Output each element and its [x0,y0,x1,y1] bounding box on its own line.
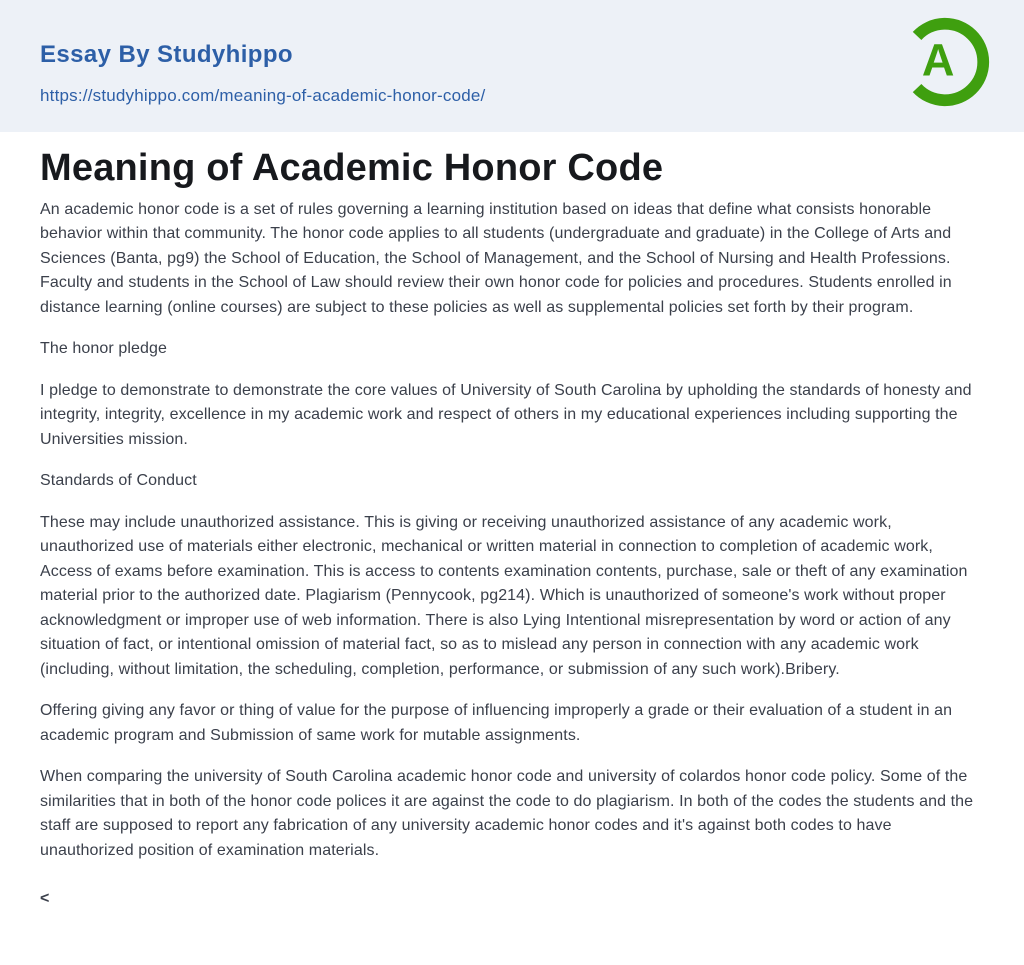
site-title: Essay By Studyhippo [40,41,293,68]
essay-paragraph-comparison: When comparing the university of South Carolina academic honor code and university of colardos honor code policy. Some of the similarities that in both of the honor code polices it are against the code to do plagiarism. In both of the codes the students and the staff are supposed to report any fabrication of any university academic honor codes and it's against both codes to have unauthorized position of examination materials. [40,768,974,859]
essay-paragraph-intro: An academic honor code is a set of rules governing a learning institution based on ideas that define what consists honorable behavior within that community. The honor code applies to all students (undergraduate and graduate) in the College of Arts and Sciences (Banta, pg9) the School of Education, the School of Management, and the School of Nursing and Health Professions. Faculty and students in the School of Law should review their own honor code for policies and procedures. Students enrolled in distance learning (online courses) are subject to these policies as well as supplemental policies set forth by their program. [40,200,952,316]
prev-nav-marker: < [40,890,50,908]
studyhippo-logo [896,13,994,111]
essay-subheading-standards-of-conduct: Standards of Conduct [40,472,197,490]
essay-paragraph-pledge: I pledge to demonstrate to demonstrate the core values of University of South Carolina by upholding the standards of honesty and integrity, integrity, excellence in my academic work and respect of others in my educational experiences including supporting the Universities mission. [40,381,972,448]
essay-content [0,146,1024,959]
logo-letter: A [921,34,955,86]
header-text-block [40,42,984,106]
essay-paragraph-standards: These may include unauthorized assistance. This is giving or receiving unauthorized assistance of any academic work, unauthorized use of materials either electronic, mechanical or written material in connection to completion of academic work, Access of exams before examination. This is access to contents examination contents, purchase, sale or theft of any examination material prior to the authorized date. Plagiarism (Pennycook, pg214). Which is unauthorized of someone's work without proper acknowledgment or improper use of web information. There is also Lying Intentional misrepresentation by word or action of any situation of fact, or intentional omission of material fact, so as to mislead any person in connection with any academic work (including, without limitation, the scheduling, completion, performance, or submission of any such work).Bribery. [40,513,968,678]
essay-heading: Meaning of Academic Honor Code [40,147,664,189]
essay-paragraph-bribery: Offering giving any favor or thing of value for the purpose of influencing improperly a grade or their evaluation of a student in an academic program and Submission of same work for mutable assignments. [40,702,953,744]
logo-arc-icon [896,13,994,111]
source-url-link[interactable]: https://studyhippo.com/meaning-of-academic-honor-code/ [40,86,486,105]
page-header [0,0,1024,132]
essay-subheading-honor-pledge: The honor pledge [40,340,168,358]
